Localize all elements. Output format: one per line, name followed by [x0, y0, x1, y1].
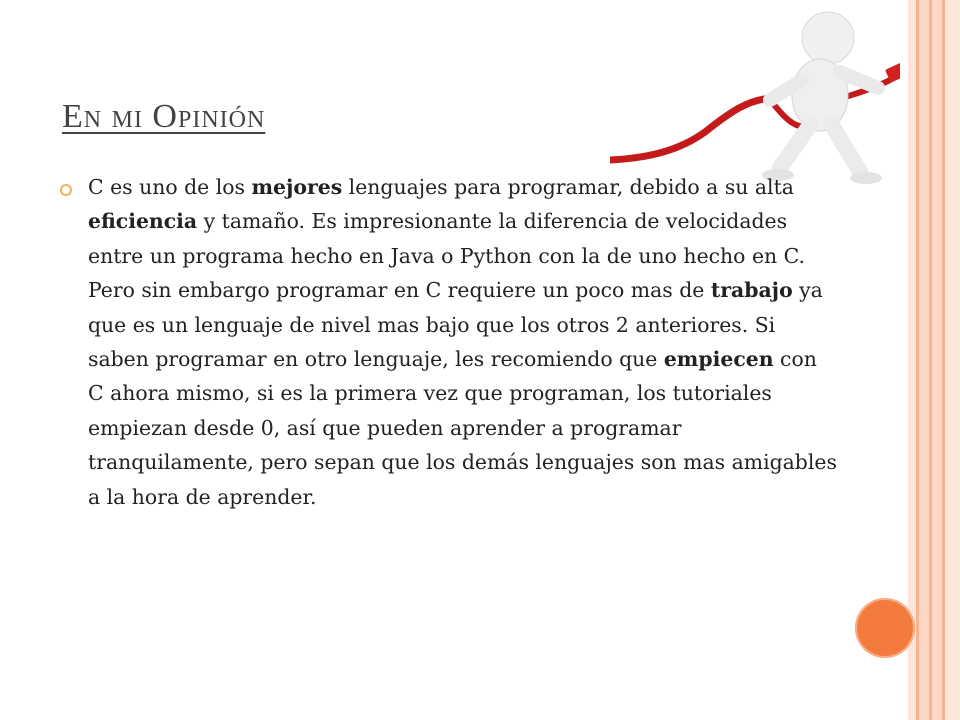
- text-run: C es uno de los: [88, 175, 252, 199]
- bold-run-mejores: mejores: [251, 175, 343, 199]
- person-pulling-network-cable-icon: [610, 0, 900, 190]
- slide-title: En mi Opinión: [62, 98, 266, 135]
- text-run: ya que es un lenguaje de nivel mas bajo que los otros 2 anteriores. Si saben programar en otro lenguaje, les recomiendo que: [88, 278, 823, 372]
- decorative-stripes: [908, 0, 960, 720]
- text-run: lenguajes para programar, debido a su alta: [342, 175, 794, 199]
- bold-run-empiecen: empiecen: [663, 347, 774, 372]
- text-run: con C ahora mismo, si es la primera vez que programan, los tutoriales empiezan desde 0, así que pueden aprender a programar tranquilamente, pero sepan que los demás lenguajes son mas amigables a la hora de aprender.: [88, 347, 837, 509]
- bullet-circle-icon: [60, 184, 72, 196]
- bold-run-trabajo: trabajo: [710, 278, 793, 303]
- orange-circle-icon: [855, 598, 915, 658]
- text-run: y tamaño. Es impresionante la diferencia de velocidades entre un programa hecho en Java o Python con la de uno hecho en C. Pero sin embargo programar en C requiere un poco mas de: [88, 209, 805, 303]
- bold-run-eficiencia: eficiencia: [88, 209, 198, 234]
- body-paragraph: [88, 170, 838, 514]
